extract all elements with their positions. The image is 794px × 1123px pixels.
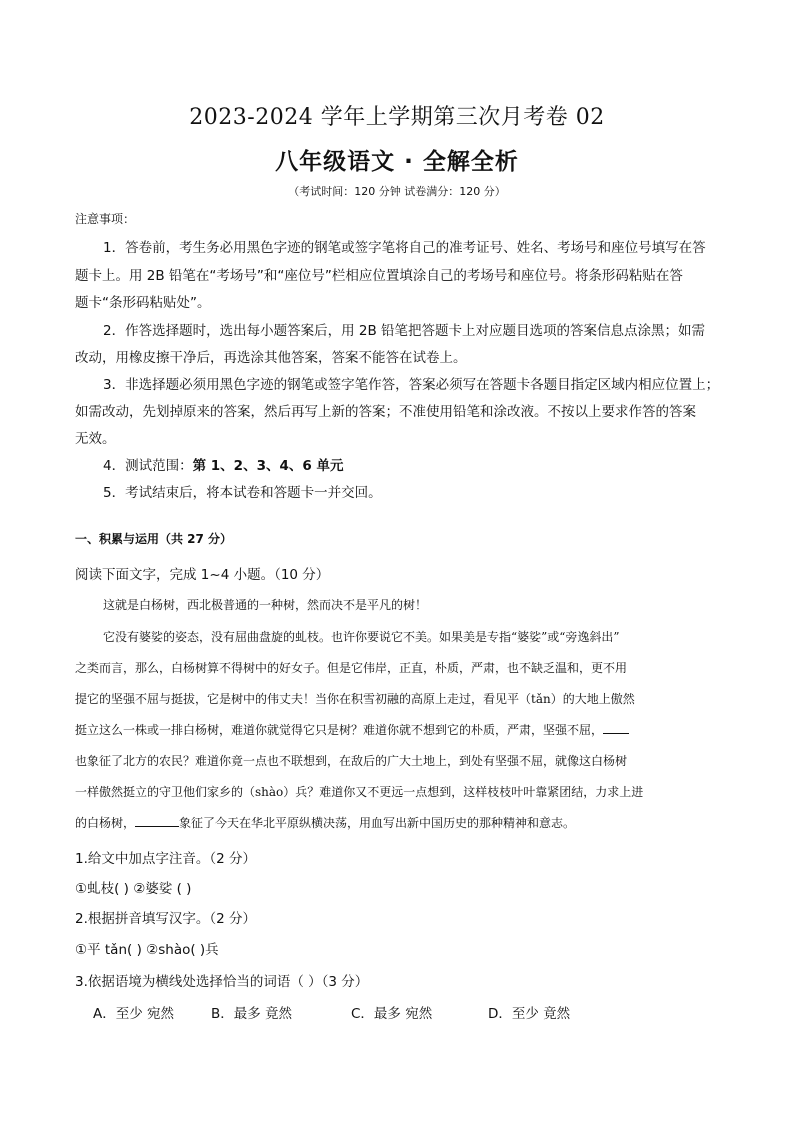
note-item-4-prefix: 4．测试范围： bbox=[103, 458, 193, 474]
passage-line-7-start: 的白杨树， bbox=[75, 816, 136, 830]
option-c[interactable]: C．最多 宛然 bbox=[351, 1006, 433, 1022]
passage-line-3: 提它的坚强不屈与挺拔，它是树中的伟丈夫！当你在积雪初融的高原上走过，看见平（tǎn）的大地上傲然 bbox=[75, 692, 635, 706]
passage-line-6: 一样傲然挺立的守卫他们家乡的（shào）兵？难道你又不更远一点想到，这样枝枝叶叶靠紧团结，力求上进 bbox=[75, 785, 644, 799]
passage-line-4 bbox=[75, 721, 734, 738]
passage-paragraph-1: 这就是白杨树，西北极普通的一种树，然而决不是平凡的树！ bbox=[103, 598, 428, 612]
question-1-answer[interactable]: ①虬枝( ) ②婆娑 ( ) bbox=[75, 881, 192, 897]
passage-line-5: 也象征了北方的农民？难道你竟一点也不联想到，在敌后的广大土地上，到处有坚强不屈，就像这白杨树 bbox=[75, 754, 628, 768]
exam-info: （考试时间：120 分钟 试卷满分：120 分） bbox=[288, 185, 506, 198]
passage-line-2: 之类而言，那么，白杨树算不得树中的好女子。但是它伟岸，正直，朴质，严肃，也不缺乏温和，更不用 bbox=[75, 661, 628, 675]
exam-subtitle: 八年级语文 · 全解全析 bbox=[275, 149, 519, 175]
note-item-4 bbox=[103, 454, 734, 474]
note-item-1-line-2: 题卡上。用 2B 铅笔在“考场号”和“座位号”栏相应位置填涂自己的考场号和座位号。将条形码粘贴在答 bbox=[75, 268, 683, 284]
note-item-3-line-3: 无效。 bbox=[75, 431, 116, 447]
answer-blank-2[interactable] bbox=[135, 826, 179, 827]
option-d[interactable]: D．至少 竟然 bbox=[488, 1006, 571, 1022]
section-1-intro: 阅读下面文字，完成 1~4 小题。（10 分） bbox=[75, 567, 330, 583]
question-1: 1.给文中加点字注音。（2 分） bbox=[75, 851, 257, 867]
question-3-options bbox=[93, 1002, 734, 1022]
note-item-5: 5．考试结束后，将本试卷和答题卡一并交回。 bbox=[103, 485, 382, 501]
note-item-2-line-2: 改动，用橡皮擦干净后，再选涂其他答案，答案不能答在试卷上。 bbox=[75, 350, 467, 366]
note-item-1-line-3: 题卡“条形码粘贴处”。 bbox=[75, 295, 211, 311]
option-a[interactable]: A．至少 宛然 bbox=[93, 1006, 175, 1022]
passage-line-7-end: 象征了今天在华北平原纵横决荡，用血写出新中国历史的那种精神和意志。 bbox=[179, 816, 576, 830]
test-scope: 第 1、2、3、4、6 单元 bbox=[192, 458, 344, 474]
question-2: 2.根据拼音填写汉字。（2 分） bbox=[75, 911, 257, 927]
note-item-3-line-2: 如需改动，先划掉原来的答案，然后再写上新的答案；不准使用铅笔和涂改液。不按以上要求作答的答案 bbox=[75, 404, 696, 420]
question-3: 3.依据语境为横线处选择恰当的词语（ ）（3 分） bbox=[75, 974, 369, 990]
notes-heading: 注意事项： bbox=[75, 212, 136, 226]
section-1-heading: 一、积累与运用（共 27 分） bbox=[75, 532, 233, 546]
passage-line-7 bbox=[75, 814, 734, 831]
note-item-2-line-1: 2．作答选择题时，选出每小题答案后，用 2B 铅笔把答题卡上对应题目选项的答案信息点涂黑；如需 bbox=[103, 323, 706, 339]
note-item-3-line-1: 3．非选择题必须用黑色字迹的钢笔或签字笔作答，答案必须写在答题卡各题目指定区域内相应位置上； bbox=[103, 377, 720, 393]
note-item-1-line-1: 1．答卷前，考生务必用黑色字迹的钢笔或签字笔将自己的准考证号、姓名、考场号和座位号填写在答 bbox=[103, 240, 706, 256]
option-b[interactable]: B．最多 竟然 bbox=[211, 1006, 293, 1022]
passage-line-1: 它没有婆娑的姿态，没有屈曲盘旋的虬枝。也许你要说它不美。如果美是专指“婆娑”或“旁逸斜出” bbox=[103, 630, 620, 644]
passage-line-4-text: 挺立这么一株或一排白杨树，难道你就觉得它只是树？难道你就不想到它的朴质，严肃，坚强不屈， bbox=[75, 723, 604, 737]
exam-title: 2023-2024 学年上学期第三次月考卷 02 bbox=[189, 105, 605, 130]
answer-blank-1[interactable] bbox=[603, 733, 629, 734]
question-2-answer[interactable]: ①平 tǎn( ) ②shào( )兵 bbox=[75, 942, 219, 958]
